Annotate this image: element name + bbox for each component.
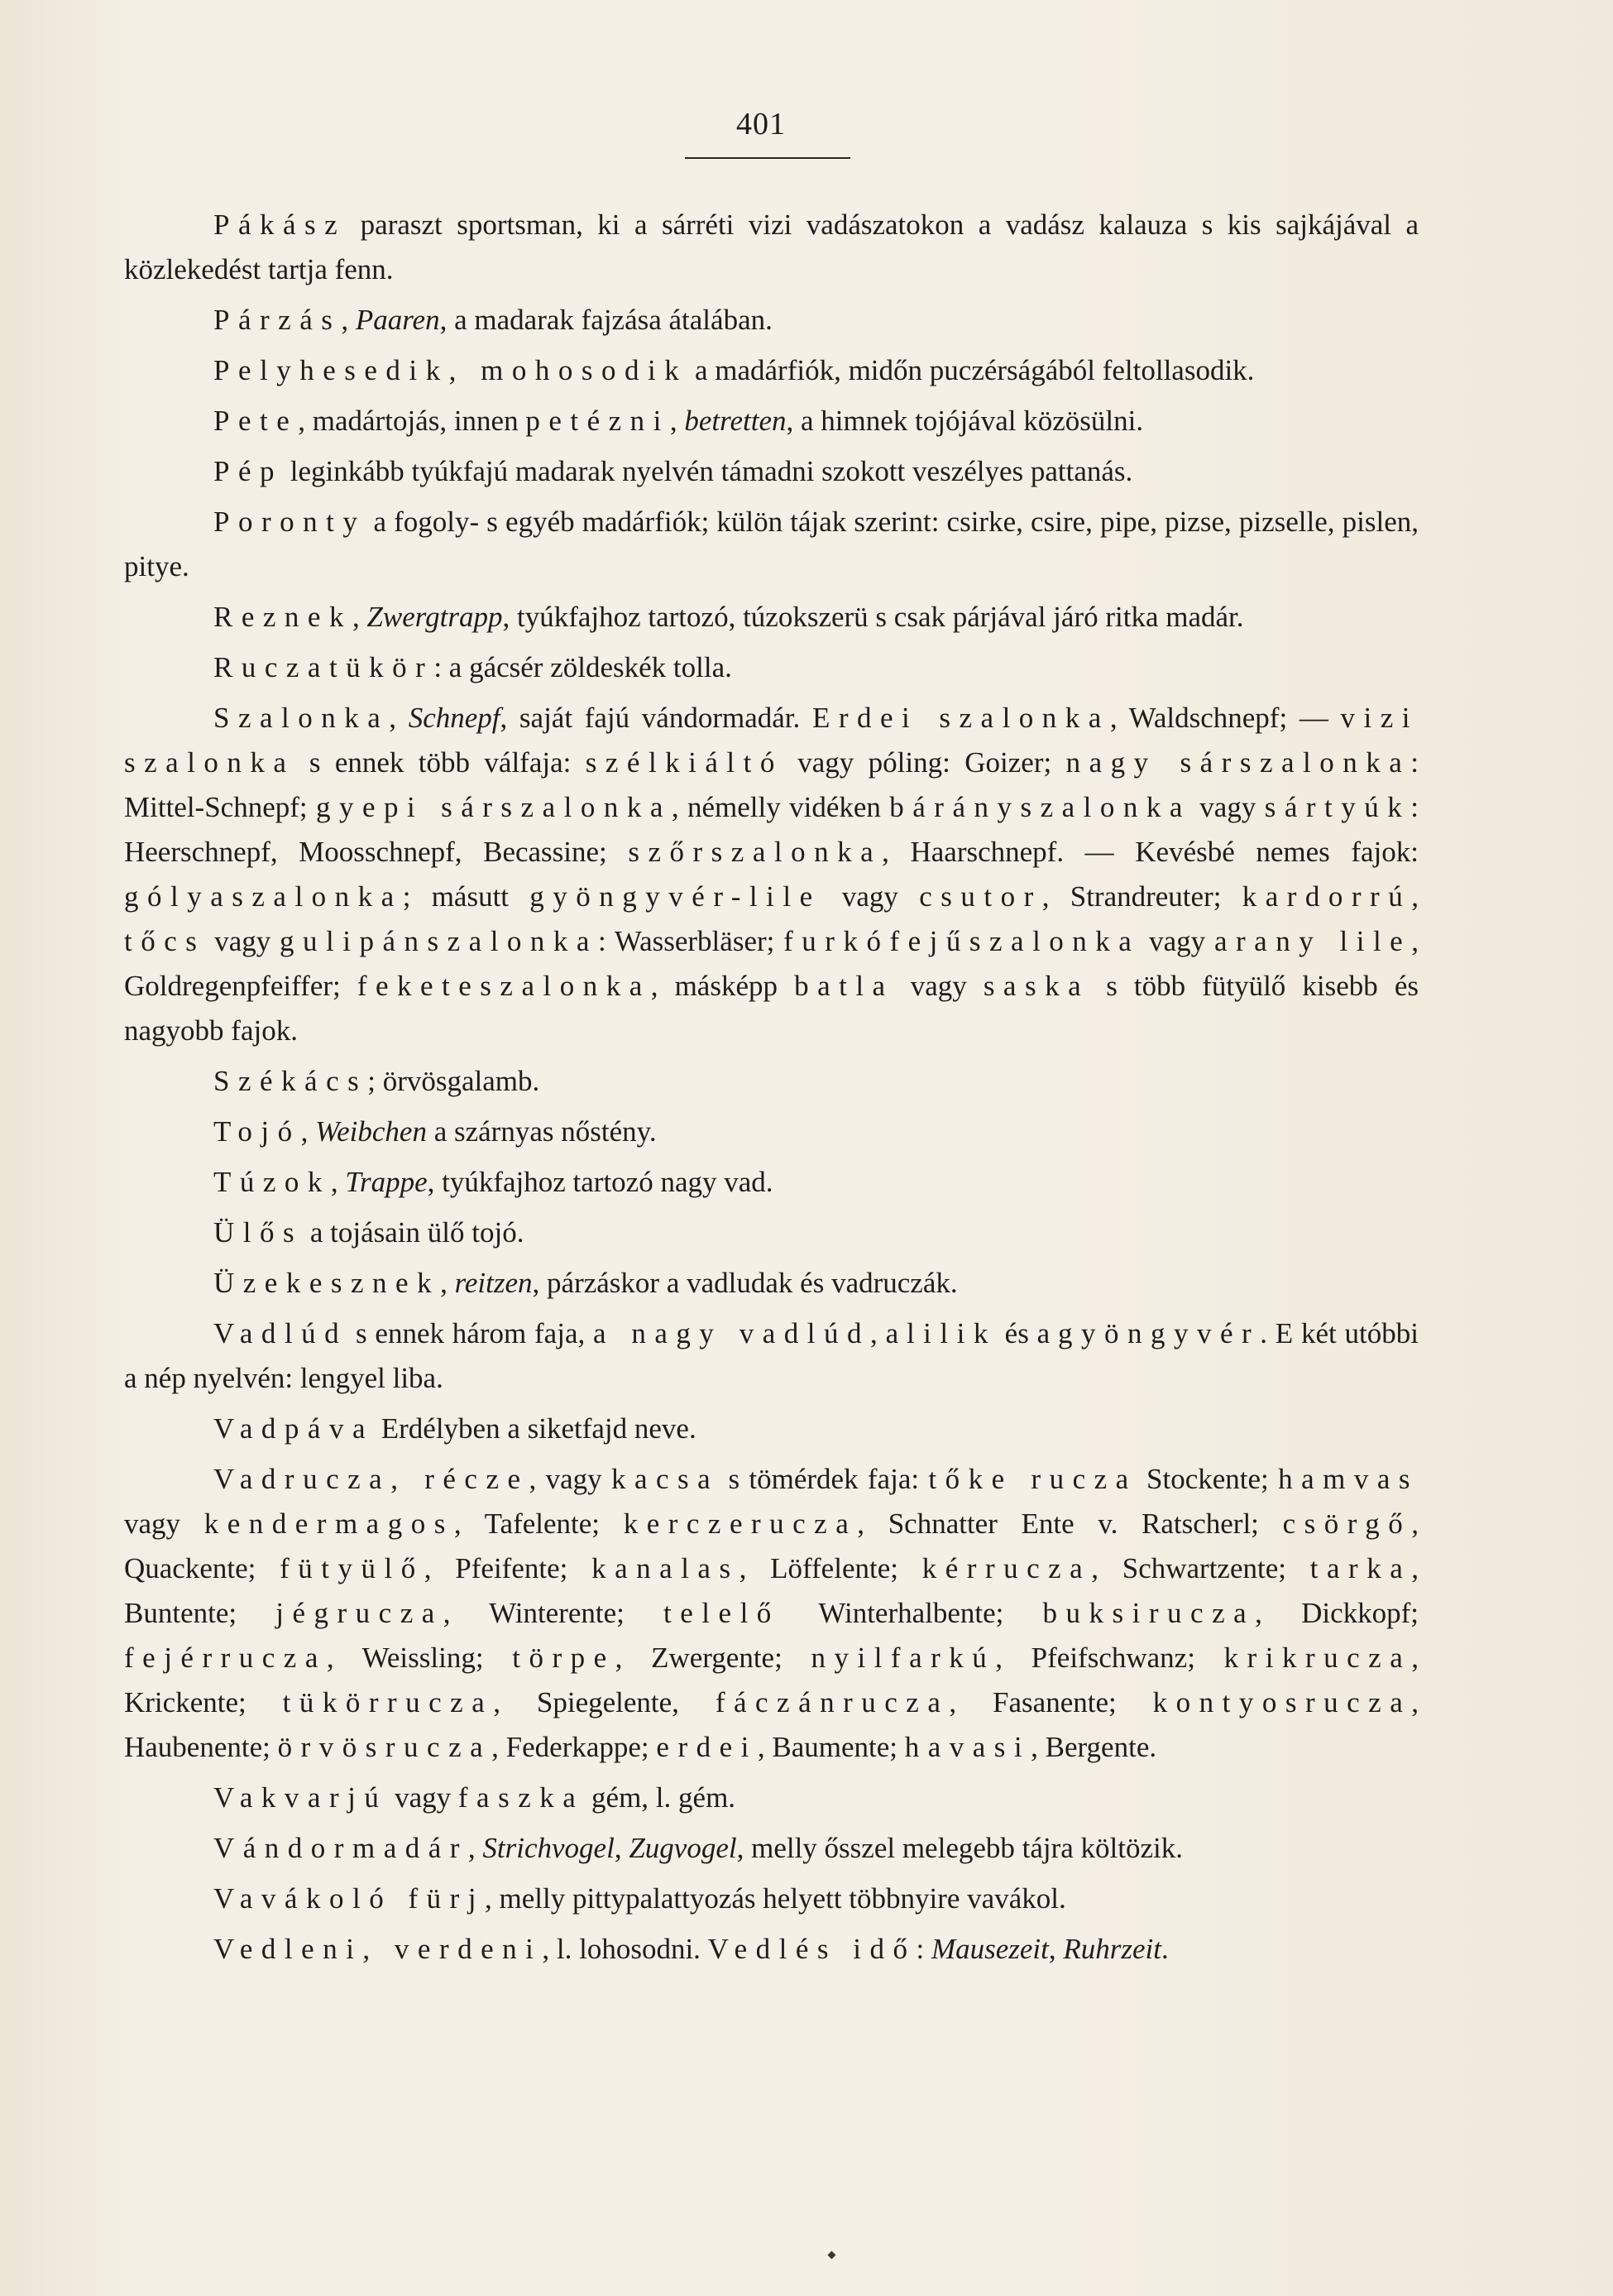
glossary-entry [124,500,1419,589]
spaced-headword: jégrucza [275,1597,443,1629]
spaced-headword: Pép [213,455,283,487]
glossary-entry [124,645,1419,690]
spaced-headword: havasi [904,1731,1031,1763]
entry-text: vagy [1140,925,1214,957]
german-term: Ruhrzeit [1063,1933,1161,1965]
entry-text: , Haubenente; [124,1686,1419,1763]
glossary-entry [124,203,1419,292]
spaced-headword: tarka [1309,1552,1412,1584]
entry-text: gém, l. gém. [584,1781,736,1814]
entry-text: : a gácsér zöldeskék tolla. [433,651,732,683]
entry-text: leginkább tyúkfajú madarak nyelvén támadni szokott veszélyes pattanás. [283,455,1133,487]
entry-text: a madárfiók, midőn puczérságából feltollasodik. [687,354,1255,386]
glossary-entry [124,1826,1419,1871]
spaced-headword: buksirucza [1042,1597,1256,1629]
entry-text: , Spiegelente, [493,1686,716,1718]
glossary-entry [124,449,1419,494]
spaced-headword: Reznek [213,601,352,633]
entry-text: , l. lohosodni. [542,1933,708,1965]
entry-text: ; örvösgalamb. [367,1065,540,1097]
glossary-entry [124,1407,1419,1451]
spaced-headword: Vadpáva [213,1412,375,1445]
spaced-headword: petézni [525,405,670,437]
spaced-headword: Ruczatükör [213,651,434,683]
glossary-entry [124,348,1419,393]
entry-text: , a [870,1317,907,1349]
entry-text: s ennek több válfaja: [294,746,586,779]
entry-text: , Schnatter Ente v. Ratscherl; [857,1507,1283,1540]
spaced-headword: Túzok [213,1166,331,1198]
entry-text: s ennek három faja, [347,1317,594,1349]
entry-text: , [352,601,367,633]
spaced-headword: kerczerucza [623,1507,858,1540]
entry-text: a fogoly- s egyéb madárfiók; külön tájak szerint: csirke, csire, pipe, pizse, pizselle, pislen, pitye. [124,506,1419,582]
spaced-headword: lilik [906,1317,997,1349]
spaced-headword: Vakvarjú [213,1781,388,1814]
spaced-headword: Vadlúd [213,1317,348,1349]
entry-text: . [1161,1933,1169,1965]
entry-text: , melly pittypalattyozás helyett többnyire vavákol. [484,1882,1066,1915]
spaced-headword: kardorrú [1242,880,1412,913]
glossary-entry [124,595,1419,640]
german-term: Paaren [355,304,440,336]
entry-text: a szárnyas nőstény. [426,1115,657,1148]
entry-text: , Buntente; [124,1552,1419,1629]
spaced-headword: bárányszalonka [889,791,1191,823]
entry-text: vagy [387,1781,458,1814]
glossary-entry [124,1877,1419,1921]
page-number: 401 [736,107,786,141]
entry-text: , Tafelente; [453,1507,624,1540]
entry-text: . E két utóbbi a nép nyelvén: lengyel liba. [124,1317,1419,1394]
entry-text: , [300,1115,316,1148]
spaced-headword: telelő [663,1597,780,1629]
entry-text: , Löffelente; [739,1552,922,1584]
entry-text: : [916,1933,931,1965]
entry-text: , Pfeifente; [424,1552,592,1584]
entry-text: , tyúkfajhoz tartozó, túzokszerü s csak párjával járó ritka madár. [502,601,1244,633]
spaced-headword: gólyaszalonka [124,880,403,913]
glossary-entry [124,1059,1419,1104]
entry-text: , vagy [529,1463,611,1495]
spaced-headword: fütyülő [280,1552,424,1584]
spaced-headword: fejérrucza [124,1642,327,1674]
entry-text: , Quackente; [124,1507,1419,1584]
entry-text: , a madarak fajzása átalában. [439,304,773,336]
entry-text: , [440,1267,455,1299]
spaced-headword: sártyúk [1264,791,1411,823]
spaced-headword: furkófejűszalonka [783,925,1141,957]
spaced-headword: Vedleni, verdeni [213,1933,543,1965]
entry-text: Erdélyben a siketfajd neve. [374,1412,696,1445]
glossary-entry [124,399,1419,443]
spaced-headword: Vándormadár [213,1832,468,1864]
entry-text: vagy [893,970,984,1002]
entry-text: , [330,1166,346,1198]
entry-text: : Mittel-Schnepf; [124,746,1419,823]
glossary-entry [124,1776,1419,1820]
entry-text: , [669,405,685,437]
entry-text: , tyúkfajhoz tartozó nagy vad. [427,1166,773,1198]
entry-text: vagy [821,880,920,913]
glossary-entry [124,1160,1419,1205]
spaced-headword: szélkiáltó [585,746,783,779]
entry-text: , Haarschnepf. — Kevésbé nemes fajok: [882,836,1419,868]
spaced-headword: tükörrucza [282,1686,494,1718]
german-term: Schnepf [408,702,500,734]
spaced-headword: Vavákoló fürj [213,1882,485,1915]
german-term: Mausezeit [931,1933,1049,1965]
spaced-headword: Székács [213,1065,368,1097]
entry-text: , [1048,1933,1064,1965]
entry-text: paraszt sportsman, ki a sárréti vizi vadászatokon a vadász kalauza s kis sajkájával a közlekedést tartja fenn. [124,209,1419,285]
german-term: Zwergtrapp [366,601,503,633]
spaced-headword: gyepi sárszalonka [315,791,672,823]
spaced-headword: erdei [656,1731,758,1763]
glossary-entry [124,1311,1419,1401]
spaced-headword: tőke rucza [928,1463,1137,1495]
spaced-headword: saska [983,970,1090,1002]
entry-text: , Zwergente; [615,1642,811,1674]
entry-text: , Weissling; [326,1642,513,1674]
entry-text: a tojásain ülő tojó. [303,1216,524,1249]
spaced-headword: Vedlés idő [707,1933,917,1965]
spaced-headword: kacsa [610,1463,720,1495]
german-term: Weibchen [315,1115,427,1148]
entry-text: , párzáskor a vadludak és vadruczák. [532,1267,958,1299]
glossary-entry [124,298,1419,343]
spaced-headword: batla [794,970,894,1002]
entry-text: , melly ősszel melegebb tájra költözik. [736,1832,1184,1864]
spaced-headword: gyöngyvér-lile [529,880,821,913]
glossary-entries [124,203,1419,1977]
glossary-entry [124,1261,1419,1306]
entry-text: , Bergente. [1031,1731,1157,1763]
entry-text: , Waldschnepf; — [1109,702,1341,734]
spaced-headword: krikrucza [1223,1642,1412,1674]
spaced-headword: Párzás [213,304,342,336]
spaced-headword: kanalas [591,1552,739,1584]
spaced-headword: Pete [213,405,299,437]
entry-text: , [1411,880,1419,913]
entry-text: : Wasserbläser; [597,925,784,957]
entry-text: , [467,1832,483,1864]
spaced-headword: arany lile [1213,925,1412,957]
spaced-headword: Erdei szalonka [811,702,1110,734]
entry-text: , Krickente; [124,1642,1419,1718]
entry-text: ; másutt [402,880,530,913]
entry-text: , a himnek tojójával közösülni. [786,405,1144,437]
german-term: reitzen [454,1267,533,1299]
spaced-headword: Poronty [213,506,366,538]
spaced-headword: kérrucza [921,1552,1092,1584]
entry-text: : Heerschnepf, Moosschnepf, Becassine; [124,791,1419,868]
spaced-headword: Pákász [213,209,347,241]
entry-text: , Federkappe; [491,1731,657,1763]
spaced-headword: Pelyhesedik, mohosodik [213,354,688,386]
entry-text: vagy póling: Goizer; [783,746,1066,779]
entry-text: , Strandreuter; [1041,880,1242,913]
entry-text: Stockente; [1137,1463,1279,1495]
glossary-entry [124,1110,1419,1154]
entry-text: , Baumente; [757,1731,905,1763]
spaced-headword: Üzekesznek [213,1267,441,1299]
spaced-headword: Tojó [213,1115,301,1148]
spaced-headword: faszka [457,1781,585,1814]
spaced-headword: nagy sárszalonka [1065,746,1411,779]
spaced-headword: nyilfarkú [811,1642,996,1674]
ink-speck: ⬩ [827,2241,836,2268]
spaced-headword: gyöngyvér [1057,1317,1261,1349]
spaced-headword: örvösrucza [277,1731,492,1763]
entry-text: , Pfeifschwanz; [995,1642,1224,1674]
entry-text: , [341,304,356,336]
spaced-headword: törpe [512,1642,615,1674]
entry-text: , [389,702,409,734]
entry-text: s több fütyülő kisebb és nagyobb fajok. [124,970,1419,1047]
german-term: Zugvogel [629,1832,737,1864]
entry-text: , Fasanente; [949,1686,1153,1718]
entry-text: , némelly vidéken [671,791,890,823]
spaced-headword: kontyosrucza [1152,1686,1412,1718]
entry-text: és a [996,1317,1058,1349]
spaced-headword: kendermagos [203,1507,454,1540]
german-term: betretten [684,405,787,437]
spaced-headword: Vadrucza, récze [213,1463,529,1495]
german-term: Strichvogel [482,1832,615,1864]
entry-text: , Schwartzente; [1091,1552,1310,1584]
glossary-entry [124,1927,1419,1972]
entry-text: , másképp [650,970,795,1002]
spaced-headword: feketeszalonka [357,970,651,1002]
spaced-headword: csörgő [1282,1507,1412,1540]
glossary-entry [124,1210,1419,1255]
spaced-headword: Ülős [213,1216,304,1249]
spaced-headword: a nagy vadlúd [593,1317,871,1349]
spaced-headword: gulipánszalonka [280,925,598,957]
entry-text: , [614,1832,629,1864]
page-number-rule [685,157,850,159]
entry-text: Winterhalbente; [779,1597,1043,1629]
entry-text: , saját fajú vándormadár. [500,702,812,734]
spaced-headword: csutor [919,880,1042,913]
entry-text: , madártojás, innen [298,405,526,437]
spaced-headword: szőrszalonka [628,836,883,868]
spaced-headword: fáczánrucza [715,1686,950,1718]
spaced-headword: tőcs [124,925,206,957]
german-term: Trappe [345,1166,428,1198]
entry-text: vagy [124,1507,204,1540]
spaced-headword: Szalonka [213,702,390,734]
entry-text: , Winterente; [443,1597,664,1629]
spaced-headword: hamvas [1278,1463,1419,1495]
entry-text: , Goldregenpfeiffer; [124,925,1419,1002]
glossary-entry [124,696,1419,1053]
glossary-entry [124,1457,1419,1770]
entry-text: vagy [205,925,280,957]
entry-text: vagy [1190,791,1265,823]
spaced-headword: vizi szalonka [124,702,1419,779]
entry-text: s tömérdek faja: [719,1463,929,1495]
entry-text: , Dickkopf; [1255,1597,1419,1629]
